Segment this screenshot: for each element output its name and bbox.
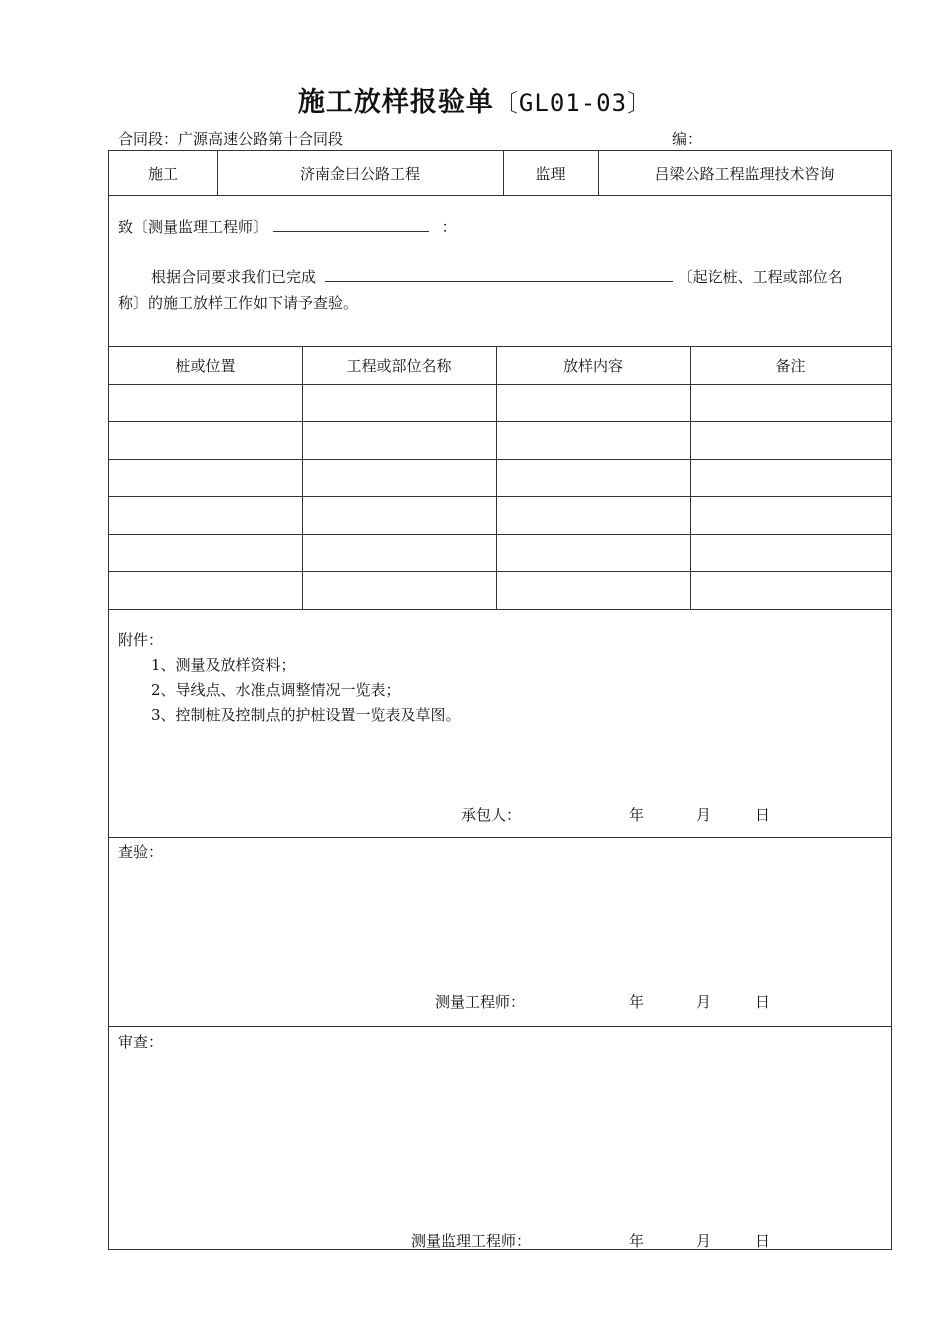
divider — [109, 1026, 891, 1027]
contractor-label: 施工 — [147, 164, 178, 183]
engineer-name-blank[interactable] — [273, 217, 429, 232]
divider — [109, 609, 891, 610]
form-code: 〔GL01-03〕 — [493, 89, 653, 117]
attachment-item-3: 3、控制桩及控制点的护桩设置一览表及草图。 — [151, 706, 461, 724]
attachments-label: 附件： — [118, 631, 164, 649]
inspection-sign-month: 月 — [696, 993, 712, 1011]
table-row[interactable] — [109, 459, 891, 496]
contract-section: 合同段：广源高速公路第十合同段 — [118, 130, 344, 148]
review-sign-year: 年 — [629, 1232, 645, 1250]
inspection-sign-year: 年 — [629, 993, 645, 1011]
attachment-item-2: 2、导线点、水准点调整情况一览表； — [151, 681, 401, 699]
scope-blank[interactable] — [325, 267, 673, 282]
inspection-sign-day: 日 — [755, 993, 771, 1011]
review-sign-label: 测量监理工程师： — [411, 1232, 532, 1250]
table-row[interactable] — [109, 384, 891, 421]
divider — [109, 195, 891, 196]
contractor-value: 济南金曰公路工程 — [299, 164, 420, 183]
serial-label: 编： — [672, 130, 703, 148]
inspection-label: 查验： — [118, 843, 164, 861]
address-colon: ： — [441, 218, 457, 236]
column-header-remarks: 备注 — [775, 356, 806, 375]
table-row[interactable] — [109, 534, 891, 571]
supervisor-label: 监理 — [535, 164, 566, 183]
contractor-sign-label: 承包人： — [461, 806, 522, 824]
body-prefix: 根据合同要求我们已完成 — [151, 268, 317, 286]
column-header-work-name: 工程或部位名称 — [346, 356, 452, 375]
supervisor-value: 吕梁公路工程监理技术咨询 — [654, 164, 835, 183]
column-header-content: 放样内容 — [562, 356, 623, 375]
table-row[interactable] — [109, 421, 891, 459]
attachment-item-1: 1、测量及放样资料； — [151, 656, 296, 674]
table-row[interactable] — [109, 571, 891, 609]
divider — [109, 837, 891, 838]
form-title-text: 施工放样报验单 — [297, 87, 494, 118]
contractor-sign-year: 年 — [629, 806, 645, 824]
contractor-sign-month: 月 — [696, 806, 712, 824]
address-line — [118, 216, 457, 237]
body-line-1 — [151, 266, 843, 287]
address-to: 致〔测量监理工程师〕 — [118, 218, 269, 236]
inspection-sign-label: 测量工程师： — [435, 993, 526, 1011]
form-title — [0, 80, 950, 119]
contractor-sign-day: 日 — [755, 806, 771, 824]
column-header-position: 桩或位置 — [175, 356, 236, 375]
body-line-2: 称〕的施工放样工作如下请予查验。 — [118, 294, 359, 312]
body-suffix: 〔起讫桩、工程或部位名 — [677, 268, 843, 286]
review-sign-month: 月 — [696, 1232, 712, 1250]
table-row[interactable] — [109, 496, 891, 534]
review-label: 审查： — [118, 1033, 164, 1051]
review-sign-day: 日 — [755, 1232, 771, 1250]
form-frame — [108, 150, 892, 1250]
